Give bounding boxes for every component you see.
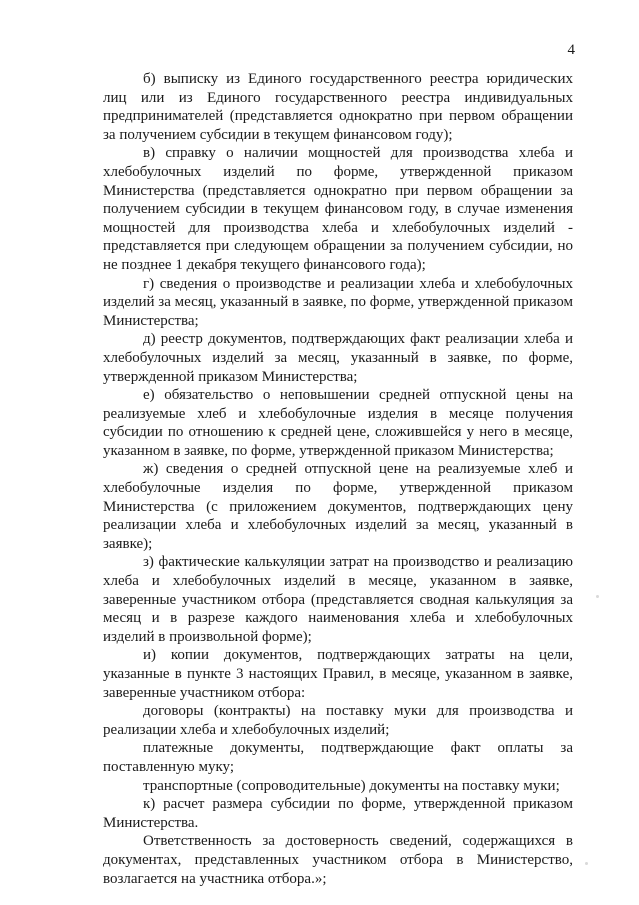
paragraph-b: б) выписку из Единого государственного реестра юридических лиц или из Единого государственного реестра индивидуальных предпринимателей (представляется однократно при первом обращении за получением субсидии в текущем финансовом году); xyxy=(103,71,573,143)
paragraph-transport-docs: транспортные (сопроводительные) документы на поставку муки; xyxy=(143,777,560,794)
paragraph-z: з) фактические калькуляции затрат на производство и реализацию хлеба и хлебобулочных изделий в месяце, указанном в заявке, заверенные участником отбора (представляется сводная калькуляция за месяц и в разрезе каждого наименования хлеба и хлебобулочных изделий в произвольной форме); xyxy=(103,554,573,645)
page-number: 4 xyxy=(567,42,575,58)
paragraph-zh: ж) сведения о средней отпускной цене на реализуемые хлеб и хлебобулочные изделия по форме, утвержденной приказом Министерства (с приложением документов, подтверждающих цену реализации хлеба и хлебобулочных изделий за месяц, указанный в заявке); xyxy=(103,461,573,552)
scan-speck xyxy=(596,595,599,598)
scan-speck xyxy=(585,862,588,865)
paragraph-v: в) справку о наличии мощностей для производства хлеба и хлебобулочных изделий по форме, утвержденной приказом Министерства (представляется однократно при первом обращении за получением субсидии в текущем финансовом году, в случае изменения мощностей для производства хлеба и хлебобулочных изделий - представляется при следующем обращении за получением субсидии, но не позднее 1 декабря текущего финансового года); xyxy=(103,145,573,273)
paragraph-e: е) обязательство о неповышении средней отпускной цены на реализуемые хлеб и хлебобулочные изделия в месяце получения субсидии по отношению к средней цене, сложившейся у него в месяце, указанном в заявке, по форме, утвержденной приказом Министерства; xyxy=(103,387,573,459)
document-body xyxy=(103,70,573,888)
paragraph-k: к) расчет размера субсидии по форме, утвержденной приказом Министерства. xyxy=(103,796,573,831)
paragraph-payment-docs: платежные документы, подтверждающие факт оплаты за поставленную муку; xyxy=(103,740,573,775)
paragraph-d: д) реестр документов, подтверждающих факт реализации хлеба и хлебобулочных изделий за месяц, указанный в заявке, по форме, утвержденной приказом Министерства; xyxy=(103,331,573,385)
paragraph-i: и) копии документов, подтверждающих затраты на цели, указанные в пункте 3 настоящих Правил, в месяце, указанном в заявке, заверенные участником отбора: xyxy=(103,647,573,701)
paragraph-g: г) сведения о производстве и реализации хлеба и хлебобулочных изделий за месяц, указанный в заявке, по форме, утвержденной приказом Министерства; xyxy=(103,275,573,329)
paragraph-contracts: договоры (контракты) на поставку муки для производства и реализации хлеба и хлебобулочных изделий; xyxy=(103,703,573,738)
paragraph-responsibility: Ответственность за достоверность сведений, содержащихся в документах, представленных участником отбора в Министерство, возлагается на участника отбора.»; xyxy=(103,833,573,887)
